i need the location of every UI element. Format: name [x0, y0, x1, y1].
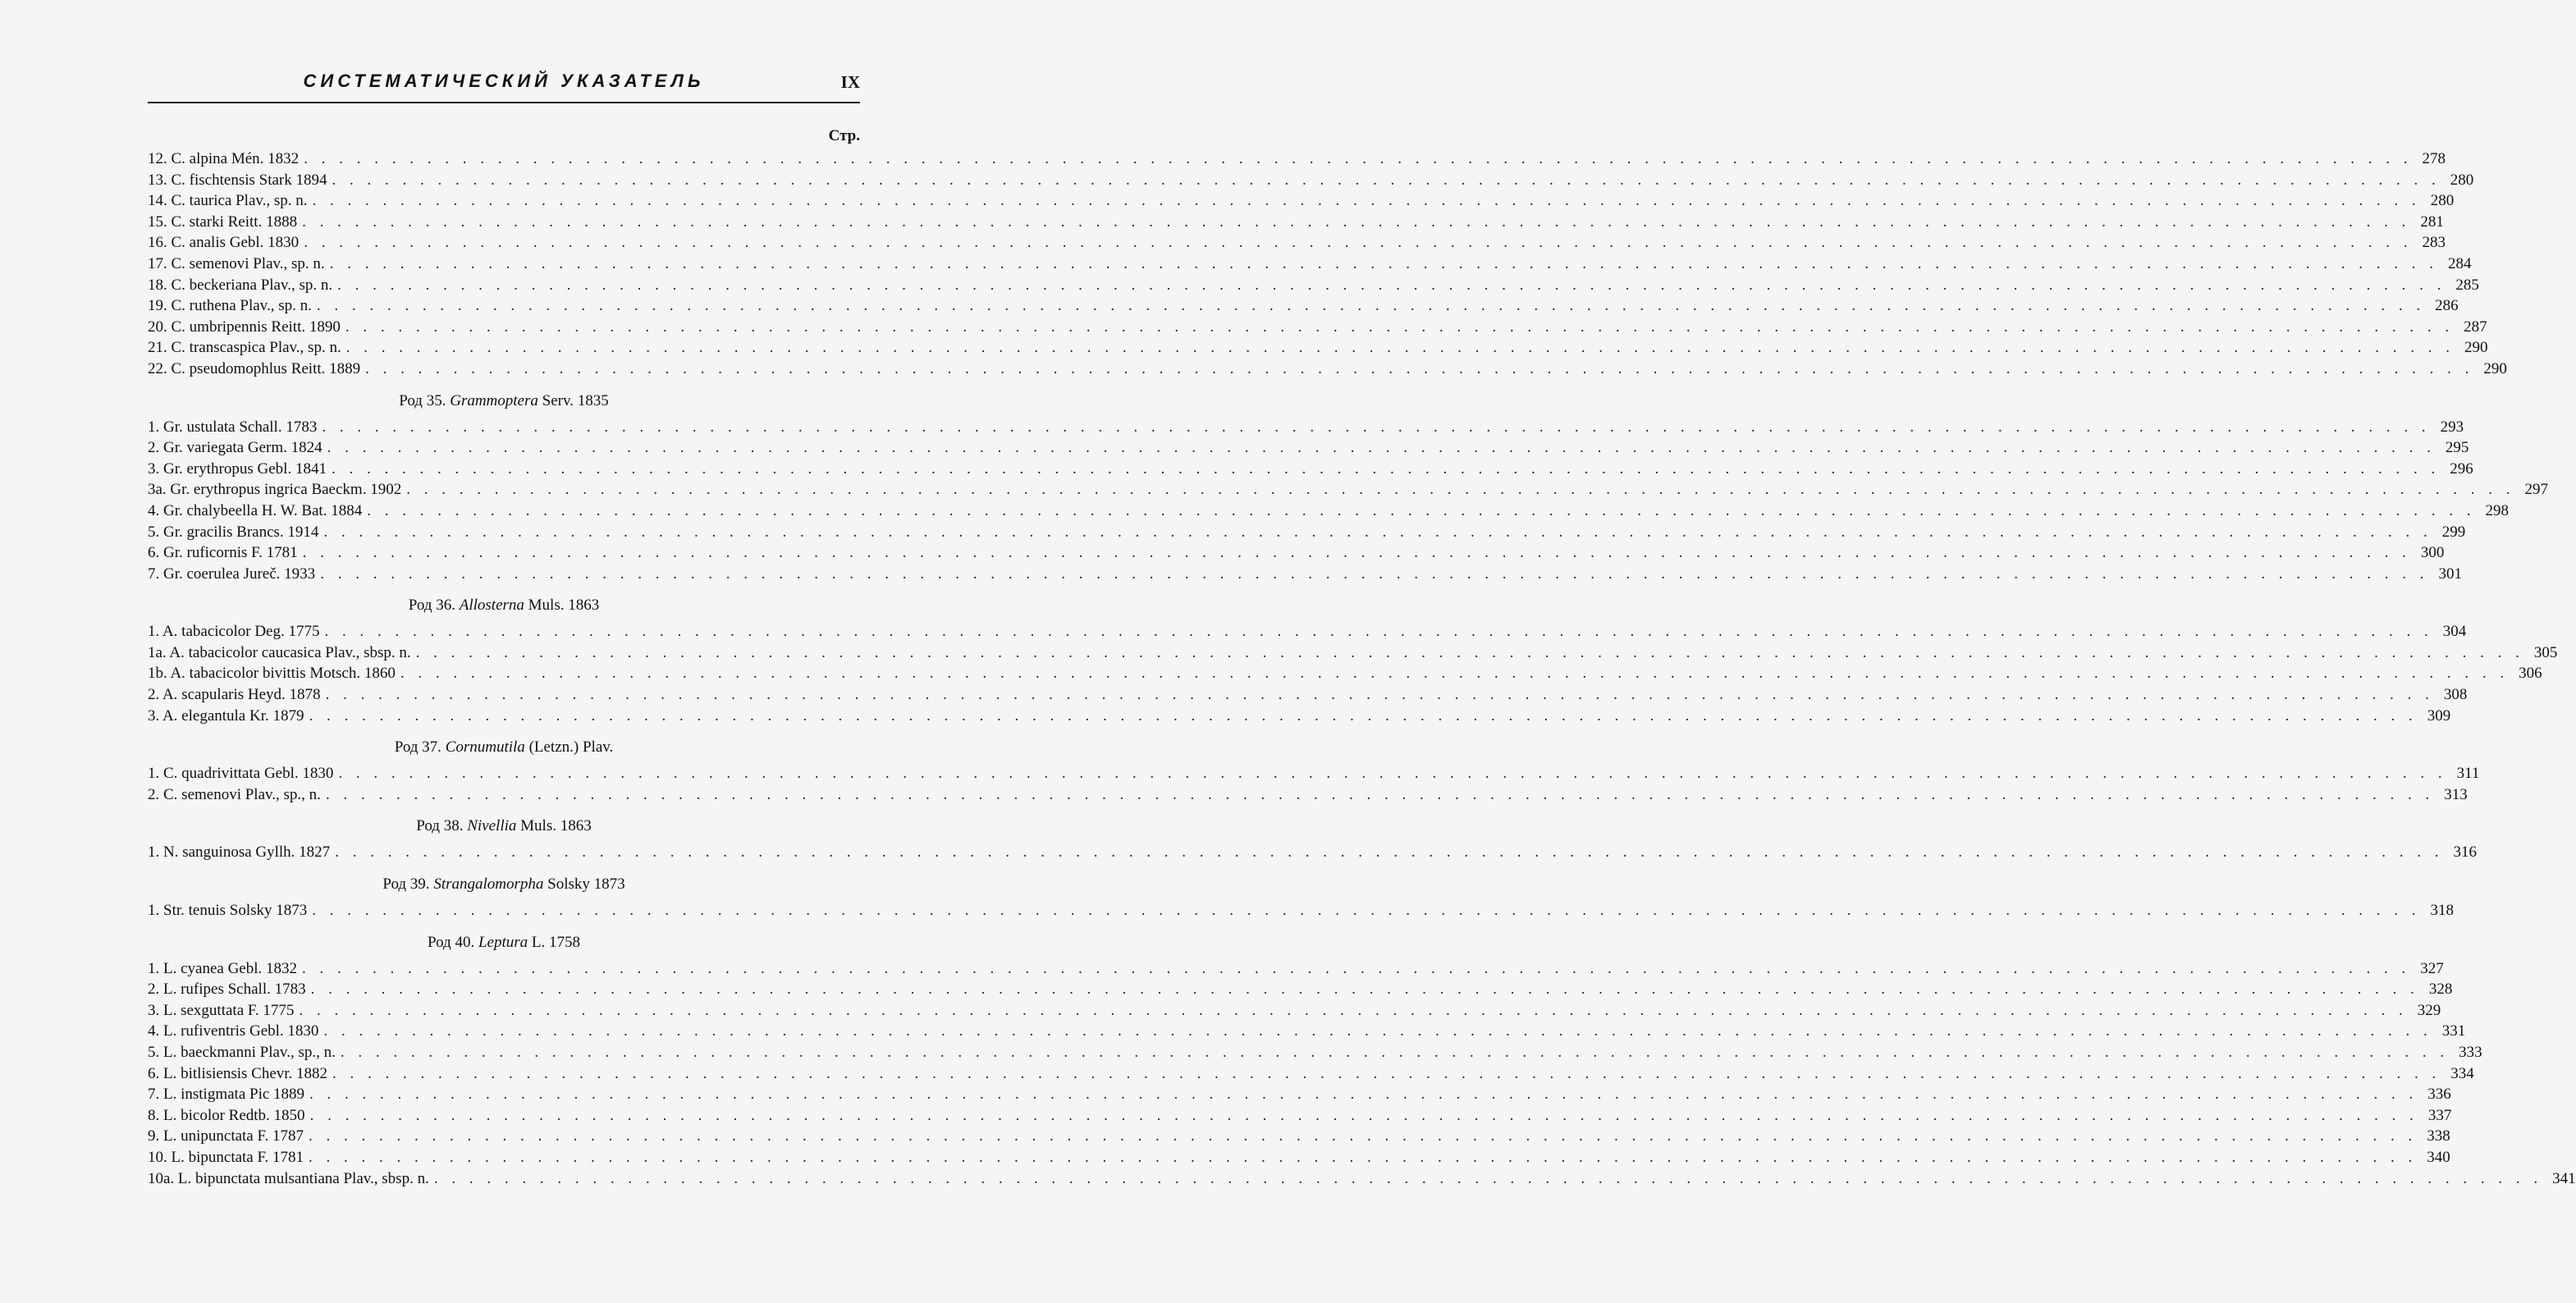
- dot-leader: . . . . . . . . . . . . . . . . . . . . . . . . . . . . . . . . . . . . . . . . . . . . . . . . . . . . . . . . . . . . . . . . . . . . . . . . . . . . . . . . . . . . . . . . . . . . . . . . . . . . . . . . . . . . . . . . . . . . . . . .: [367, 501, 2476, 519]
- entry-page-number: 311: [2456, 765, 2480, 783]
- entry-label: 13. C. fischtensis Stark 1894: [148, 171, 327, 189]
- dot-leader: . . . . . . . . . . . . . . . . . . . . . . . . . . . . . . . . . . . . . . . . . . . . . . . . . . . . . . . . . . . . . . . . . . . . . . . . . . . . . . . . . . . . . . . . . . . . . . . . . . . . . . . . . . . . . . . . . . . . . . . .: [304, 234, 2413, 252]
- entry-page-number: 341: [2552, 1169, 2576, 1187]
- genus-author: (Letzn.) Plav.: [528, 738, 614, 757]
- entry-label: 19. C. ruthena Plav., sp. n.: [148, 297, 312, 315]
- entry-label: 21. C. transcaspica Plav., sp. n.: [148, 339, 341, 357]
- index-entry: [148, 190, 2455, 212]
- entry-label: 18. C. beckeriana Plav., sp. n.: [148, 276, 333, 294]
- dot-leader: . . . . . . . . . . . . . . . . . . . . . . . . . . . . . . . . . . . . . . . . . . . . . . . . . . . . . . . . . . . . . . . . . . . . . . . . . . . . . . . . . . . . . . . . . . . . . . . . . . . . . . . . . . . . . . . . . . . . . . . .: [299, 1001, 2408, 1019]
- index-entry: [148, 763, 2480, 784]
- index-entry: [148, 642, 2558, 664]
- dot-leader: . . . . . . . . . . . . . . . . . . . . . . . . . . . . . . . . . . . . . . . . . . . . . . . . . . . . . . . . . . . . . . . . . . . . . . . . . . . . . . . . . . . . . . . . . . . . . . . . . . . . . . . . . . . . . . . . . . . . . . . .: [337, 276, 2446, 294]
- dot-leader: . . . . . . . . . . . . . . . . . . . . . . . . . . . . . . . . . . . . . . . . . . . . . . . . . . . . . . . . . . . . . . . . . . . . . . . . . . . . . . . . . . . . . . . . . . . . . . . . . . . . . . . . . . . . . . . . . . . . . . . .: [406, 481, 2515, 499]
- entry-label: 17. C. semenovi Plav., sp. n.: [148, 254, 325, 272]
- index-entry: [148, 212, 2444, 233]
- dot-leader: . . . . . . . . . . . . . . . . . . . . . . . . . . . . . . . . . . . . . . . . . . . . . . . . . . . . . . . . . . . . . . . . . . . . . . . . . . . . . . . . . . . . . . . . . . . . . . . . . . . . . . . . . . . . . . . . . . . . . . . .: [327, 439, 2436, 457]
- entry-label: 6. L. bitlisiensis Chevr. 1882: [148, 1064, 328, 1082]
- entry-label: 22. C. pseudomophlus Reitt. 1889: [148, 359, 361, 377]
- index-entry: [148, 1021, 2466, 1042]
- dot-leader: . . . . . . . . . . . . . . . . . . . . . . . . . . . . . . . . . . . . . . . . . . . . . . . . . . . . . . . . . . . . . . . . . . . . . . . . . . . . . . . . . . . . . . . . . . . . . . . . . . . . . . . . . . . . . . . . . . . . . . . .: [312, 192, 2421, 210]
- entry-page-number: 313: [2444, 785, 2468, 803]
- entry-page-number: 295: [2445, 439, 2469, 457]
- entry-page-number: 298: [2485, 501, 2509, 519]
- dot-leader: . . . . . . . . . . . . . . . . . . . . . . . . . . . . . . . . . . . . . . . . . . . . . . . . . . . . . . . . . . . . . . . . . . . . . . . . . . . . . . . . . . . . . . . . . . . . . . . . . . . . . . . . . . . . . . . . . . . . . . . .: [345, 339, 2455, 357]
- dot-leader: . . . . . . . . . . . . . . . . . . . . . . . . . . . . . . . . . . . . . . . . . . . . . . . . . . . . . . . . . . . . . . . . . . . . . . . . . . . . . . . . . . . . . . . . . . . . . . . . . . . . . . . . . . . . . . . . . . . . . . . .: [309, 1148, 2418, 1166]
- genus-author: Solsky 1873: [547, 876, 625, 894]
- genus-author: L. 1758: [531, 933, 580, 951]
- dot-leader: . . . . . . . . . . . . . . . . . . . . . . . . . . . . . . . . . . . . . . . . . . . . . . . . . . . . . . . . . . . . . . . . . . . . . . . . . . . . . . . . . . . . . . . . . . . . . . . . . . . . . . . . . . . . . . . . . . . . . . . .: [325, 785, 2435, 803]
- page-number: IX: [840, 72, 860, 92]
- entry-page-number: 296: [2450, 459, 2473, 478]
- genus-name: Strangalomorpha: [433, 876, 544, 894]
- genus-name: Grammoptera: [450, 391, 538, 409]
- genus-name: Cornumutila: [445, 738, 525, 757]
- entry-page-number: 281: [2420, 213, 2444, 231]
- genus-name: Nivellia: [467, 817, 517, 835]
- index-content: [148, 149, 2576, 1189]
- genus-name: Leptura: [478, 933, 528, 951]
- dot-leader: . . . . . . . . . . . . . . . . . . . . . . . . . . . . . . . . . . . . . . . . . . . . . . . . . . . . . . . . . . . . . . . . . . . . . . . . . . . . . . . . . . . . . . . . . . . . . . . . . . . . . . . . . . . . . . . . . . . . . . . .: [433, 1169, 2543, 1187]
- entry-label: 1. L. cyanea Gebl. 1832: [148, 959, 298, 977]
- dot-leader: . . . . . . . . . . . . . . . . . . . . . . . . . . . . . . . . . . . . . . . . . . . . . . . . . . . . . . . . . . . . . . . . . . . . . . . . . . . . . . . . . . . . . . . . . . . . . . . . . . . . . . . . . . . . . . . . . . . . . . . .: [304, 150, 2413, 167]
- dot-leader: . . . . . . . . . . . . . . . . . . . . . . . . . . . . . . . . . . . . . . . . . . . . . . . . . . . . . . . . . . . . . . . . . . . . . . . . . . . . . . . . . . . . . . . . . . . . . . . . . . . . . . . . . . . . . . . . . . . . . . . .: [312, 902, 2421, 920]
- index-entry: [148, 337, 2488, 359]
- entry-label: 1. N. sanguinosa Gyllh. 1827: [148, 844, 331, 862]
- dot-leader: . . . . . . . . . . . . . . . . . . . . . . . . . . . . . . . . . . . . . . . . . . . . . . . . . . . . . . . . . . . . . . . . . . . . . . . . . . . . . . . . . . . . . . . . . . . . . . . . . . . . . . . . . . . . . . . . . . . . . . . .: [322, 418, 2431, 436]
- genus-heading: [148, 735, 860, 760]
- entry-label: 5. Gr. gracilis Brancs. 1914: [148, 523, 319, 541]
- index-entry: [148, 232, 2446, 254]
- genus-prefix: Род 40.: [427, 933, 475, 951]
- entry-label: 2. C. semenovi Plav., sp., n.: [148, 785, 321, 803]
- genus-heading: [148, 593, 860, 618]
- index-entry: [148, 479, 2548, 501]
- index-entry: [148, 149, 2446, 170]
- entry-page-number: 334: [2450, 1064, 2474, 1082]
- index-entry: [148, 564, 2462, 585]
- genus-heading: [148, 814, 860, 839]
- entry-page-number: 299: [2441, 523, 2466, 541]
- entry-page-number: 305: [2533, 643, 2558, 661]
- entry-label: 1b. A. tabacicolor bivittis Motsch. 1860: [148, 665, 396, 683]
- dot-leader: . . . . . . . . . . . . . . . . . . . . . . . . . . . . . . . . . . . . . . . . . . . . . . . . . . . . . . . . . . . . . . . . . . . . . . . . . . . . . . . . . . . . . . . . . . . . . . . . . . . . . . . . . . . . . . . . . . . . . . . .: [320, 565, 2429, 583]
- entry-page-number: 329: [2417, 1001, 2441, 1019]
- entry-label: 3. A. elegantula Kr. 1879: [148, 706, 304, 725]
- index-entry: [148, 684, 2468, 706]
- dot-leader: . . . . . . . . . . . . . . . . . . . . . . . . . . . . . . . . . . . . . . . . . . . . . . . . . . . . . . . . . . . . . . . . . . . . . . . . . . . . . . . . . . . . . . . . . . . . . . . . . . . . . . . . . . . . . . . . . . . . . . . .: [340, 1044, 2450, 1061]
- entry-label: 1a. A. tabacicolor caucasica Plav., sbsp. n.: [148, 643, 411, 661]
- entry-label: 16. C. analis Gebl. 1830: [148, 234, 300, 252]
- index-entry: [148, 1000, 2441, 1022]
- index-entry: [148, 1084, 2451, 1105]
- index-entry: [148, 359, 2507, 380]
- genus-prefix: Род 38.: [416, 817, 464, 835]
- entry-label: 4. L. rufiventris Gebl. 1830: [148, 1022, 319, 1040]
- entry-label: 10. L. bipunctata F. 1781: [148, 1148, 304, 1166]
- entry-page-number: 297: [2524, 481, 2548, 499]
- dot-leader: . . . . . . . . . . . . . . . . . . . . . . . . . . . . . . . . . . . . . . . . . . . . . . . . . . . . . . . . . . . . . . . . . . . . . . . . . . . . . . . . . . . . . . . . . . . . . . . . . . . . . . . . . . . . . . . . . . . . . . . .: [332, 171, 2441, 189]
- index-entry: [148, 501, 2509, 522]
- entry-page-number: 337: [2427, 1106, 2452, 1124]
- dot-leader: . . . . . . . . . . . . . . . . . . . . . . . . . . . . . . . . . . . . . . . . . . . . . . . . . . . . . . . . . . . . . . . . . . . . . . . . . . . . . . . . . . . . . . . . . . . . . . . . . . . . . . . . . . . . . . . . . . . . . . . .: [338, 765, 2447, 783]
- index-entry: [148, 254, 2472, 275]
- index-entry: [148, 900, 2454, 921]
- entry-label: 10a. L. bipunctata mulsantiana Plav., sbsp. n.: [148, 1169, 429, 1187]
- entry-page-number: 340: [2427, 1148, 2450, 1166]
- dot-leader: . . . . . . . . . . . . . . . . . . . . . . . . . . . . . . . . . . . . . . . . . . . . . . . . . . . . . . . . . . . . . . . . . . . . . . . . . . . . . . . . . . . . . . . . . . . . . . . . . . . . . . . . . . . . . . . . . . . . . . . .: [331, 459, 2441, 478]
- genus-name: Allosterna: [459, 597, 524, 615]
- entry-page-number: 301: [2438, 565, 2462, 583]
- genus-heading: [148, 872, 860, 897]
- entry-page-number: 290: [2464, 339, 2488, 357]
- entry-label: 20. C. umbripennis Reitt. 1890: [148, 318, 341, 336]
- genus-heading: [148, 930, 860, 955]
- entry-label: 2. Gr. variegata Germ. 1824: [148, 439, 323, 457]
- index-entry: [148, 275, 2479, 296]
- entry-label: 15. C. starki Reitt. 1888: [148, 213, 298, 231]
- entry-page-number: 280: [2450, 171, 2474, 189]
- dot-leader: . . . . . . . . . . . . . . . . . . . . . . . . . . . . . . . . . . . . . . . . . . . . . . . . . . . . . . . . . . . . . . . . . . . . . . . . . . . . . . . . . . . . . . . . . . . . . . . . . . . . . . . . . . . . . . . . . . . . . . . .: [323, 1022, 2432, 1040]
- entry-page-number: 331: [2441, 1022, 2466, 1040]
- entry-page-number: 328: [2428, 981, 2453, 999]
- index-entry: [148, 522, 2466, 543]
- index-entry: [148, 459, 2473, 480]
- entry-label: 3. L. sexguttata F. 1775: [148, 1001, 295, 1019]
- entry-label: 14. C. taurica Plav., sp. n.: [148, 192, 308, 210]
- index-entry: [148, 621, 2467, 642]
- entry-label: 7. L. instigmata Pic 1889: [148, 1086, 305, 1104]
- index-entry: [148, 663, 2542, 684]
- page-title: СИСТЕМАТИЧЕСКИЙ УКАЗАТЕЛЬ: [303, 71, 705, 91]
- index-entry: [148, 979, 2453, 1000]
- entry-label: 7. Gr. coerulea Jureč. 1933: [148, 565, 316, 583]
- dot-leader: . . . . . . . . . . . . . . . . . . . . . . . . . . . . . . . . . . . . . . . . . . . . . . . . . . . . . . . . . . . . . . . . . . . . . . . . . . . . . . . . . . . . . . . . . . . . . . . . . . . . . . . . . . . . . . . . . . . . . . . .: [345, 318, 2455, 336]
- dot-leader: . . . . . . . . . . . . . . . . . . . . . . . . . . . . . . . . . . . . . . . . . . . . . . . . . . . . . . . . . . . . . . . . . . . . . . . . . . . . . . . . . . . . . . . . . . . . . . . . . . . . . . . . . . . . . . . . . . . . . . . .: [309, 1127, 2418, 1145]
- dot-leader: . . . . . . . . . . . . . . . . . . . . . . . . . . . . . . . . . . . . . . . . . . . . . . . . . . . . . . . . . . . . . . . . . . . . . . . . . . . . . . . . . . . . . . . . . . . . . . . . . . . . . . . . . . . . . . . . . . . . . . . .: [324, 623, 2433, 641]
- index-entry: [148, 1147, 2450, 1168]
- entry-page-number: 309: [2427, 706, 2451, 725]
- entry-label: 4. Gr. chalybeella H. W. Bat. 1884: [148, 501, 363, 519]
- entry-page-number: 286: [2435, 297, 2459, 315]
- genus-prefix: Род 35.: [399, 391, 446, 409]
- dot-leader: . . . . . . . . . . . . . . . . . . . . . . . . . . . . . . . . . . . . . . . . . . . . . . . . . . . . . . . . . . . . . . . . . . . . . . . . . . . . . . . . . . . . . . . . . . . . . . . . . . . . . . . . . . . . . . . . . . . . . . . .: [302, 544, 2411, 562]
- entry-page-number: 338: [2427, 1127, 2450, 1145]
- index-entry: [148, 437, 2469, 459]
- dot-leader: . . . . . . . . . . . . . . . . . . . . . . . . . . . . . . . . . . . . . . . . . . . . . . . . . . . . . . . . . . . . . . . . . . . . . . . . . . . . . . . . . . . . . . . . . . . . . . . . . . . . . . . . . . . . . . . . . . . . . . . .: [302, 959, 2411, 977]
- dot-leader: . . . . . . . . . . . . . . . . . . . . . . . . . . . . . . . . . . . . . . . . . . . . . . . . . . . . . . . . . . . . . . . . . . . . . . . . . . . . . . . . . . . . . . . . . . . . . . . . . . . . . . . . . . . . . . . . . . . . . . . .: [309, 706, 2418, 725]
- dot-leader: . . . . . . . . . . . . . . . . . . . . . . . . . . . . . . . . . . . . . . . . . . . . . . . . . . . . . . . . . . . . . . . . . . . . . . . . . . . . . . . . . . . . . . . . . . . . . . . . . . . . . . . . . . . . . . . . . . . . . . . .: [329, 254, 2438, 272]
- dot-leader: . . . . . . . . . . . . . . . . . . . . . . . . . . . . . . . . . . . . . . . . . . . . . . . . . . . . . . . . . . . . . . . . . . . . . . . . . . . . . . . . . . . . . . . . . . . . . . . . . . . . . . . . . . . . . . . . . . . . . . . .: [415, 643, 2524, 661]
- index-entry: [148, 542, 2445, 564]
- index-entry: [148, 1168, 2576, 1190]
- entry-page-number: 300: [2420, 544, 2445, 562]
- dot-leader: . . . . . . . . . . . . . . . . . . . . . . . . . . . . . . . . . . . . . . . . . . . . . . . . . . . . . . . . . . . . . . . . . . . . . . . . . . . . . . . . . . . . . . . . . . . . . . . . . . . . . . . . . . . . . . . . . . . . . . . .: [400, 665, 2510, 683]
- entry-page-number: 308: [2443, 686, 2468, 704]
- entry-page-number: 285: [2455, 276, 2479, 294]
- dot-leader: . . . . . . . . . . . . . . . . . . . . . . . . . . . . . . . . . . . . . . . . . . . . . . . . . . . . . . . . . . . . . . . . . . . . . . . . . . . . . . . . . . . . . . . . . . . . . . . . . . . . . . . . . . . . . . . . . . . . . . . .: [316, 297, 2426, 315]
- entry-page-number: 280: [2430, 192, 2455, 210]
- index-entry: [148, 1105, 2452, 1127]
- entry-label: 8. L. bicolor Redtb. 1850: [148, 1106, 305, 1124]
- entry-page-number: 306: [2519, 665, 2542, 683]
- entry-label: 12. C. alpina Mén. 1832: [148, 150, 300, 167]
- page-column-label: Стр.: [828, 127, 860, 144]
- index-entry: [148, 317, 2487, 338]
- index-entry: [148, 170, 2474, 191]
- entry-page-number: 327: [2420, 959, 2444, 977]
- entry-page-number: 287: [2464, 318, 2487, 336]
- dot-leader: . . . . . . . . . . . . . . . . . . . . . . . . . . . . . . . . . . . . . . . . . . . . . . . . . . . . . . . . . . . . . . . . . . . . . . . . . . . . . . . . . . . . . . . . . . . . . . . . . . . . . . . . . . . . . . . . . . . . . . . .: [335, 844, 2444, 862]
- index-entry: [148, 842, 2477, 863]
- entry-page-number: 290: [2483, 359, 2507, 377]
- dot-leader: . . . . . . . . . . . . . . . . . . . . . . . . . . . . . . . . . . . . . . . . . . . . . . . . . . . . . . . . . . . . . . . . . . . . . . . . . . . . . . . . . . . . . . . . . . . . . . . . . . . . . . . . . . . . . . . . . . . . . . . .: [365, 359, 2474, 377]
- index-entry: [148, 958, 2444, 980]
- entry-page-number: 316: [2453, 844, 2477, 862]
- entry-label: 3. Gr. erythropus Gebl. 1841: [148, 459, 327, 478]
- genus-prefix: Род 39.: [382, 876, 430, 894]
- entry-page-number: 304: [2442, 623, 2467, 641]
- genus-author: Serv. 1835: [542, 391, 609, 409]
- dot-leader: . . . . . . . . . . . . . . . . . . . . . . . . . . . . . . . . . . . . . . . . . . . . . . . . . . . . . . . . . . . . . . . . . . . . . . . . . . . . . . . . . . . . . . . . . . . . . . . . . . . . . . . . . . . . . . . . . . . . . . . .: [323, 523, 2432, 541]
- entry-page-number: 278: [2422, 150, 2446, 167]
- entry-label: 1. Str. tenuis Solsky 1873: [148, 902, 308, 920]
- page-header: [148, 71, 860, 98]
- dot-leader: . . . . . . . . . . . . . . . . . . . . . . . . . . . . . . . . . . . . . . . . . . . . . . . . . . . . . . . . . . . . . . . . . . . . . . . . . . . . . . . . . . . . . . . . . . . . . . . . . . . . . . . . . . . . . . . . . . . . . . . .: [302, 213, 2411, 231]
- dot-leader: . . . . . . . . . . . . . . . . . . . . . . . . . . . . . . . . . . . . . . . . . . . . . . . . . . . . . . . . . . . . . . . . . . . . . . . . . . . . . . . . . . . . . . . . . . . . . . . . . . . . . . . . . . . . . . . . . . . . . . . .: [332, 1064, 2441, 1082]
- index-entry: [148, 417, 2464, 438]
- entry-label: 2. A. scapularis Heyd. 1878: [148, 686, 321, 704]
- entry-label: 1. C. quadrivittata Gebl. 1830: [148, 765, 334, 783]
- dot-leader: . . . . . . . . . . . . . . . . . . . . . . . . . . . . . . . . . . . . . . . . . . . . . . . . . . . . . . . . . . . . . . . . . . . . . . . . . . . . . . . . . . . . . . . . . . . . . . . . . . . . . . . . . . . . . . . . . . . . . . . .: [309, 1106, 2418, 1124]
- index-entry: [148, 1042, 2482, 1063]
- entry-label: 1. A. tabacicolor Deg. 1775: [148, 623, 320, 641]
- entry-page-number: 333: [2459, 1044, 2482, 1061]
- header-rule: [148, 102, 860, 103]
- entry-label: 9. L. unipunctata F. 1787: [148, 1127, 304, 1145]
- index-entry: [148, 295, 2459, 317]
- entry-label: 6. Gr. ruficornis F. 1781: [148, 544, 298, 562]
- genus-prefix: Род 37.: [394, 738, 442, 757]
- index-entry: [148, 1126, 2450, 1147]
- entry-page-number: 318: [2430, 902, 2454, 920]
- entry-label: 1. Gr. ustulata Schall. 1783: [148, 418, 318, 436]
- entry-label: 5. L. baeckmanni Plav., sp., n.: [148, 1044, 336, 1061]
- dot-leader: . . . . . . . . . . . . . . . . . . . . . . . . . . . . . . . . . . . . . . . . . . . . . . . . . . . . . . . . . . . . . . . . . . . . . . . . . . . . . . . . . . . . . . . . . . . . . . . . . . . . . . . . . . . . . . . . . . . . . . . .: [310, 981, 2419, 999]
- entry-page-number: 336: [2427, 1086, 2451, 1104]
- index-entry: [148, 1063, 2474, 1085]
- genus-heading: [148, 389, 860, 414]
- entry-label: 3a. Gr. erythropus ingrica Baeckm. 1902: [148, 481, 402, 499]
- entry-page-number: 284: [2447, 254, 2472, 272]
- genus-author: Muls. 1863: [528, 597, 600, 615]
- genus-author: Muls. 1863: [520, 817, 592, 835]
- entry-page-number: 283: [2422, 234, 2446, 252]
- index-entry: [148, 784, 2468, 806]
- entry-page-number: 293: [2440, 418, 2464, 436]
- index-entry: [148, 706, 2451, 727]
- entry-label: 2. L. rufipes Schall. 1783: [148, 981, 306, 999]
- dot-leader: . . . . . . . . . . . . . . . . . . . . . . . . . . . . . . . . . . . . . . . . . . . . . . . . . . . . . . . . . . . . . . . . . . . . . . . . . . . . . . . . . . . . . . . . . . . . . . . . . . . . . . . . . . . . . . . . . . . . . . . .: [325, 686, 2434, 704]
- dot-leader: . . . . . . . . . . . . . . . . . . . . . . . . . . . . . . . . . . . . . . . . . . . . . . . . . . . . . . . . . . . . . . . . . . . . . . . . . . . . . . . . . . . . . . . . . . . . . . . . . . . . . . . . . . . . . . . . . . . . . . . .: [309, 1086, 2418, 1104]
- genus-prefix: Род 36.: [408, 597, 455, 615]
